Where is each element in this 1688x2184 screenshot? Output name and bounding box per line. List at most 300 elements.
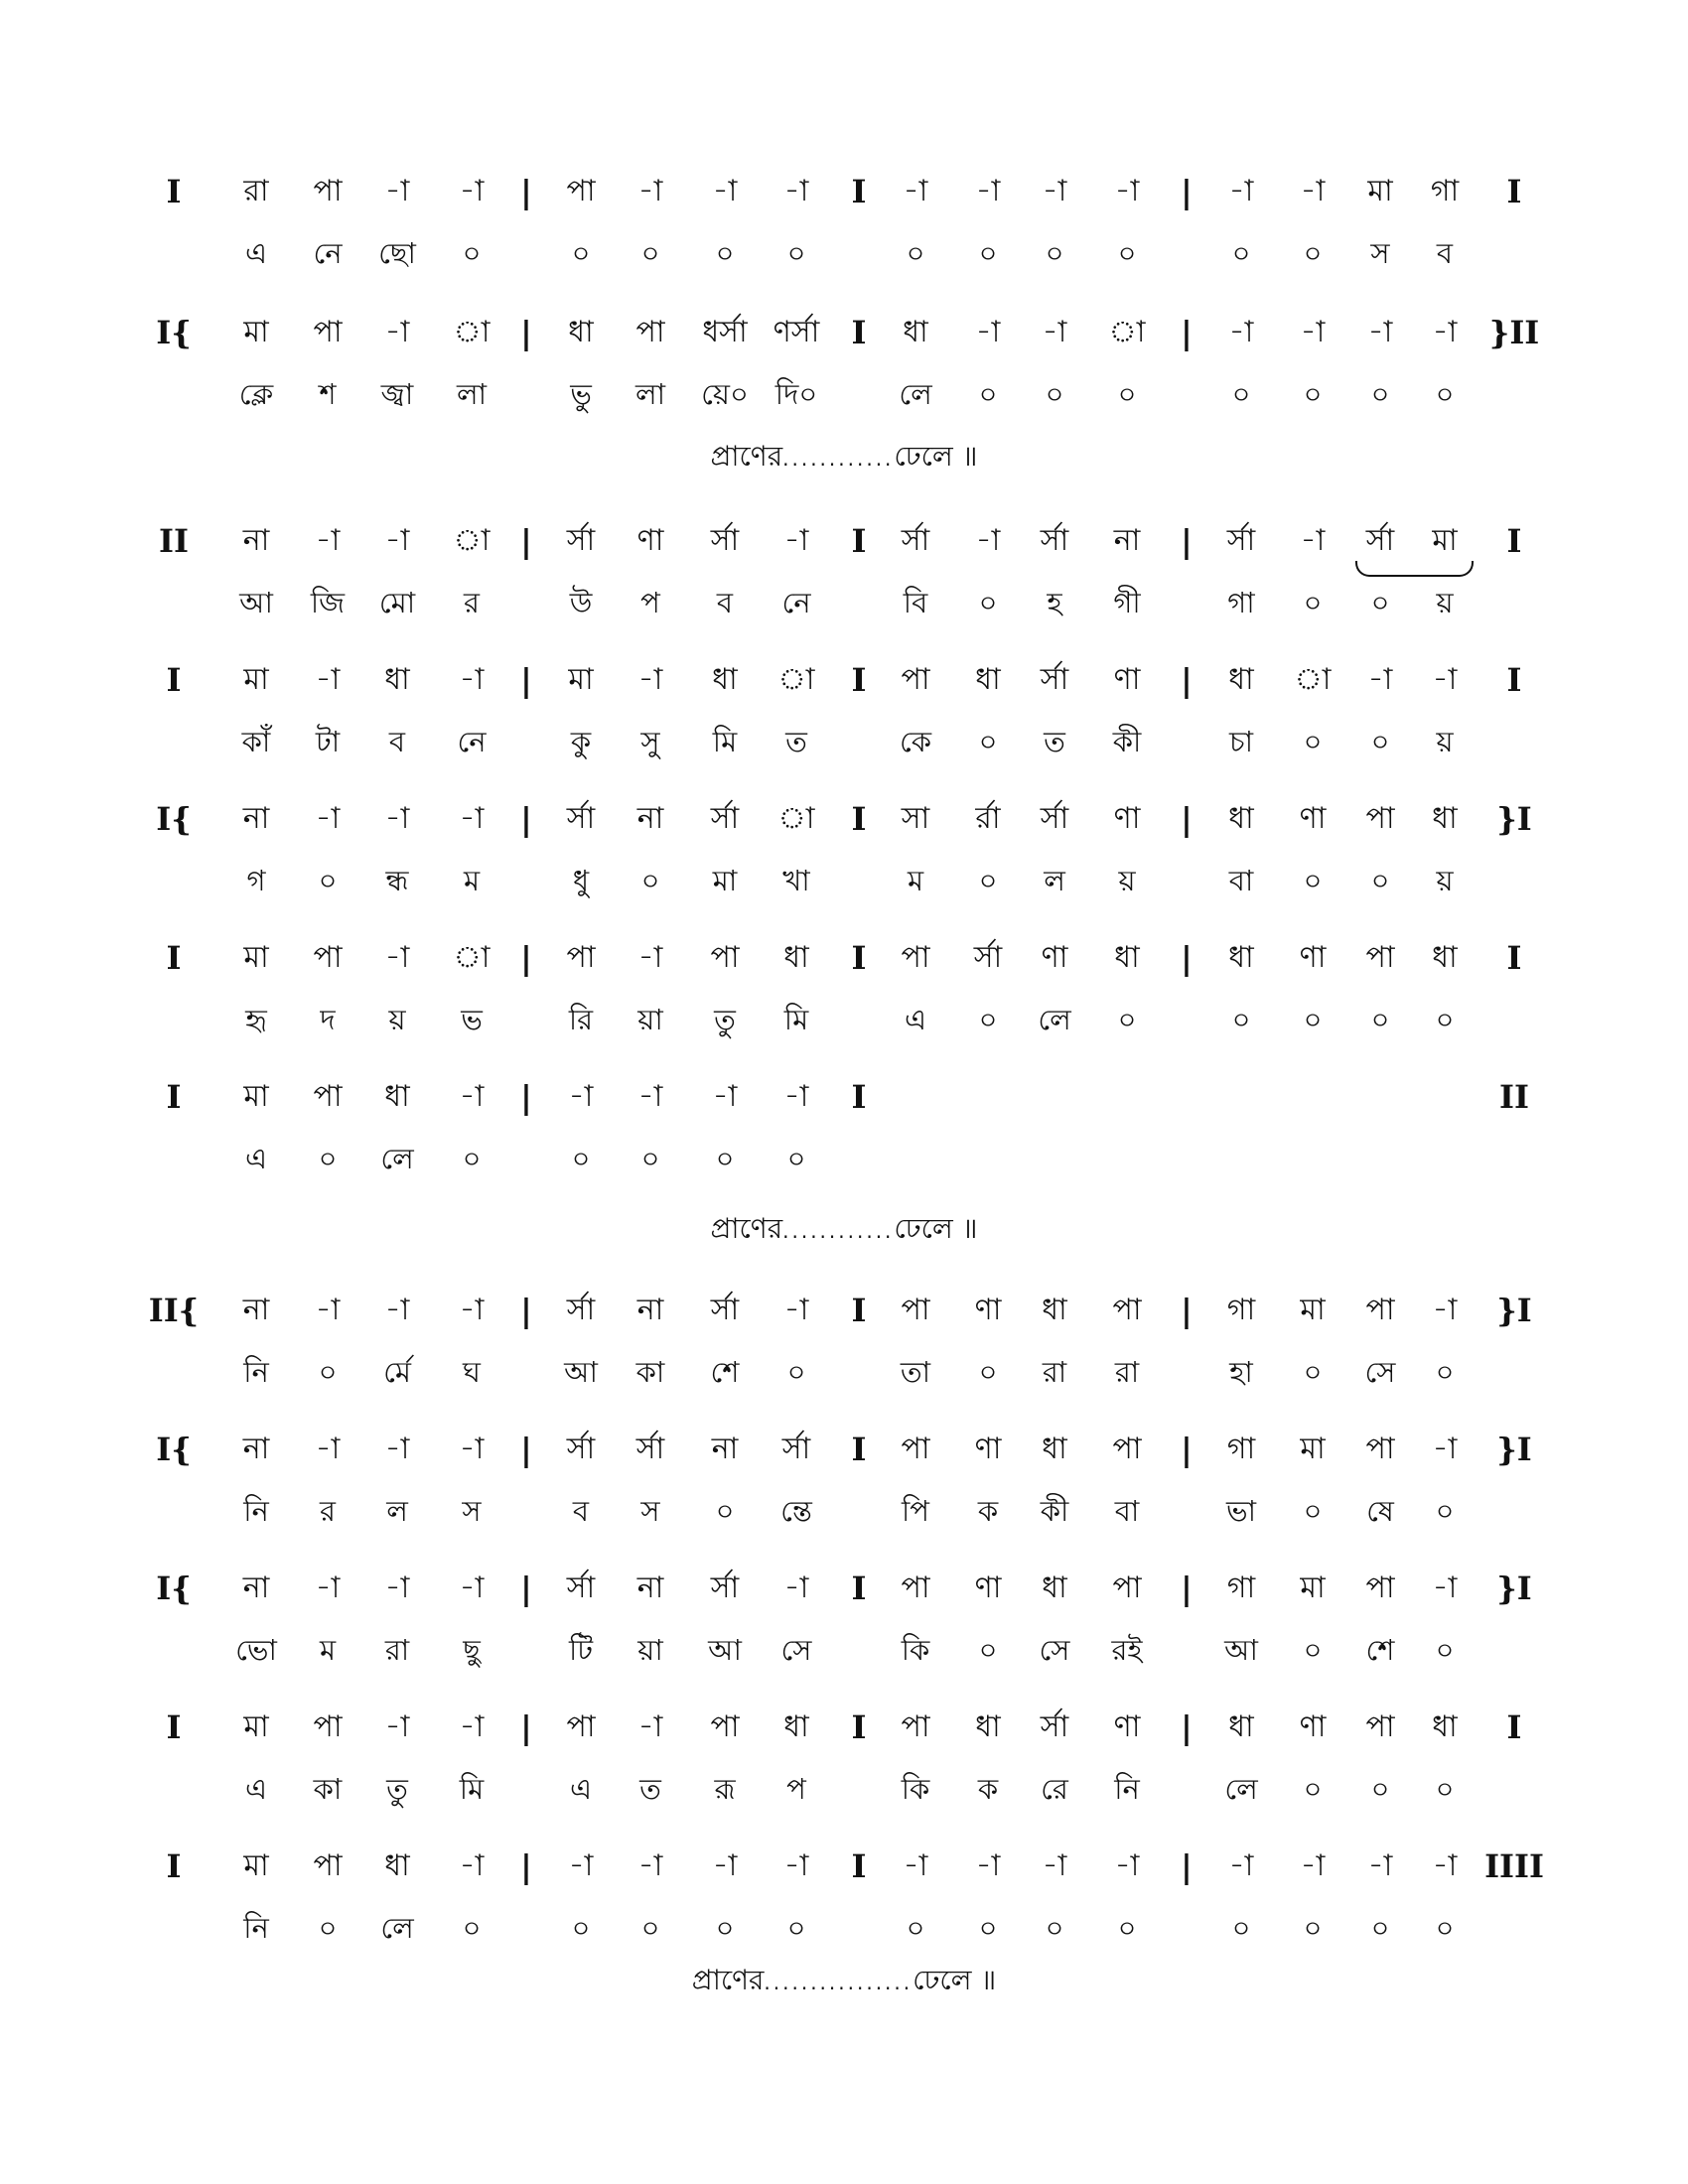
lyric-syllable: নে [313,236,343,270]
swara-note: মা [243,1079,269,1114]
swara-note: পা [901,1432,930,1466]
lyric-syllable: লে [1038,1003,1071,1036]
lyric-syllable: ০ [1370,725,1390,758]
bar-marker: }I [1496,1431,1532,1468]
lyric-syllable: জি [310,586,346,619]
swara-note: র্সা [566,801,596,836]
swara-note: না [242,801,270,836]
lyric-syllable: ভু [570,377,592,411]
refrain-end: ঢেলে ॥ [894,1212,978,1245]
lyric-syllable: ০ [1435,1911,1455,1945]
swara-note: র্সা [635,1432,665,1466]
lyric-syllable: ০ [571,1142,591,1175]
lyric-syllable: নে [457,725,487,758]
swara-note: -া [384,523,410,558]
lyric-syllable: ০ [978,377,998,411]
swara-note: না [636,801,664,836]
lyric-syllable: ষে [1366,1494,1394,1528]
bar-marker: | [1181,1431,1193,1468]
lyric-syllable: ০ [1045,377,1064,411]
lyric-syllable: ০ [462,1911,482,1945]
swara-note: -া [459,1848,485,1883]
lyric-syllable: ০ [640,1142,660,1175]
swara-note: ধা [384,662,410,697]
lyric-syllable: দ [320,1003,336,1036]
lyric-syllable: ০ [571,1911,591,1945]
swara-note: পা [901,940,930,975]
bar-marker: | [520,522,532,560]
lyric-syllable: নি [1114,1772,1140,1806]
swara-note: ণা [1113,801,1141,836]
swara-note: -া [384,940,410,975]
lyric-syllable: ক [977,1772,999,1806]
swara-note: -া [637,174,663,208]
swara-note: -া [1042,315,1067,349]
swara-note: না [242,1432,270,1466]
swara-note: ণা [1113,662,1141,697]
lyric-syllable: ০ [978,236,998,270]
swara-note: -া [315,1570,341,1605]
swara-note: র্সা [710,1570,740,1605]
lyric-syllable: ০ [1303,1633,1323,1667]
lyric-syllable: ০ [1370,377,1390,411]
bar-marker: }II [1488,314,1540,351]
bar-marker: | [520,1847,532,1885]
lyric-syllable: এ [244,236,268,270]
lyric-syllable: হা [1229,1355,1253,1389]
lyric-syllable: ০ [715,1142,735,1175]
swara-note: পা [566,174,596,208]
lyric-syllable: ০ [1231,1003,1251,1036]
swara-note: পা [1365,1432,1395,1466]
swara-note: া [1108,315,1146,349]
lyric-syllable: ০ [1045,1911,1064,1945]
bar-marker: | [520,661,532,699]
swara-note: মা [243,662,269,697]
swara-note: র্সা [1040,801,1069,836]
bar-marker: I [851,939,867,977]
swara-note: -া [975,1848,1001,1883]
lyric-syllable: ০ [906,236,925,270]
lyric-syllable: ল [1044,864,1065,897]
lyric-syllable: ০ [1435,1003,1455,1036]
swara-note: ধা [1228,940,1254,975]
swara-note: -া [1432,662,1458,697]
lyric-syllable: গা [1227,586,1255,619]
lyric-syllable: ০ [715,1911,735,1945]
swara-note: র্সা [566,1570,596,1605]
bar-marker: I [851,1292,867,1329]
swara-note: -া [1300,174,1326,208]
swara-line [0,1698,1688,1757]
bar-marker: | [1181,1708,1193,1746]
lyric-syllable: শে [1365,1633,1395,1667]
swara-note: -া [315,801,341,836]
swara-note: র্সা [566,1432,596,1466]
swara-note: পা [1365,801,1395,836]
lyric-syllable: ০ [786,1355,806,1389]
bar-marker: I [851,800,867,838]
swara-note: র্সা [1040,662,1069,697]
swara-note: -া [384,174,410,208]
swara-note: -া [459,174,485,208]
refrain-start: প্রাণের [710,440,783,473]
lyric-syllable: সে [1364,1355,1396,1389]
lyric-syllable: কী [1112,725,1142,758]
lyric-syllable: ০ [1303,1911,1323,1945]
swara-note: র্সা [566,523,596,558]
swara-note: -া [1367,1848,1393,1883]
swara-note: -া [459,1570,485,1605]
bar-marker: I [1506,1708,1522,1746]
lyric-line [0,990,1688,1049]
lyric-syllable: ০ [571,236,591,270]
lyric-syllable: য় [1436,725,1454,758]
swara-note: না [1113,523,1141,558]
lyric-syllable: কি [901,1772,930,1806]
lyric-syllable: ০ [1231,236,1251,270]
swara-note: ধা [1042,1432,1067,1466]
swara-note: -া [1432,315,1458,349]
swara-note: -া [384,315,410,349]
lyric-syllable: ০ [786,236,806,270]
swara-note: -া [783,1570,809,1605]
lyric-syllable: ০ [1231,377,1251,411]
lyric-syllable: রা [1114,1355,1140,1389]
lyric-syllable: রে [1041,1772,1068,1806]
lyric-syllable: ০ [1435,1494,1455,1528]
lyric-syllable: টি [568,1633,594,1667]
swara-note: ধা [712,662,738,697]
lyric-syllable: গী [1113,586,1141,619]
refrain-line [0,437,1688,478]
bar-marker: | [520,1570,532,1607]
bar-marker: | [520,1431,532,1468]
bar-marker: }I [1496,1570,1532,1607]
swara-note: সা [901,801,930,836]
lyric-syllable: ০ [1303,1494,1323,1528]
bar-marker: I [1506,522,1522,560]
swara-note: র্সা [1040,523,1069,558]
lyric-syllable: কী [1040,1494,1069,1528]
swara-note: র্সা [710,1293,740,1327]
lyric-syllable: ০ [640,1911,660,1945]
swara-note: -া [637,1709,663,1744]
bar-marker: | [520,1078,532,1116]
bar-marker: | [520,1292,532,1329]
bar-marker: }I [1496,800,1532,838]
swara-note: ধা [975,662,1001,697]
lyric-line [0,1620,1688,1680]
lyric-syllable: এ [569,1772,593,1806]
bar-marker: I [851,661,867,699]
swara-note: ণা [636,523,664,558]
swara-note: -া [459,1709,485,1744]
swara-note: মা [243,315,269,349]
lyric-syllable: ব [572,1494,590,1528]
lyric-syllable: ম [907,864,924,897]
swara-note: -া [783,1079,809,1114]
lyric-syllable: ০ [1117,1003,1137,1036]
swara-note: ণা [1113,1709,1141,1744]
lyric-syllable: রই [1111,1633,1143,1667]
swara-note: না [711,1432,739,1466]
slur-mark [1355,561,1474,577]
swara-note: মা [243,1848,269,1883]
bar-marker: | [520,800,532,838]
swara-note: গা [1226,1570,1256,1605]
lyric-line [0,1342,1688,1402]
lyric-syllable: ০ [978,586,998,619]
swara-note: মা [1300,1293,1326,1327]
lyric-syllable: স [462,1494,482,1528]
bar-marker: I [166,1847,182,1885]
lyric-syllable: শে [710,1355,740,1389]
lyric-syllable: ০ [978,1003,998,1036]
bar-marker: | [520,173,532,210]
swara-note: ধা [783,940,809,975]
lyric-syllable: ত [639,1772,661,1806]
lyric-syllable: লে [1224,1772,1258,1806]
lyric-syllable: ০ [1303,377,1323,411]
swara-note: -া [384,1432,410,1466]
lyric-syllable: ০ [1370,864,1390,897]
swara-note: র্সা [781,1432,811,1466]
swara-note: ণা [1299,1709,1327,1744]
swara-note: ণর্সা [773,315,820,349]
swara-note: া [1294,662,1332,697]
swara-note: ধর্সা [702,315,748,349]
lyric-syllable: আ [1224,1633,1258,1667]
swara-note: র্সা [901,523,930,558]
swara-line [0,303,1688,362]
swara-note: র্রা [975,801,1001,836]
swara-note: পা [1112,1570,1142,1605]
lyric-syllable: ০ [640,864,660,897]
lyric-syllable: আ [564,1355,598,1389]
lyric-syllable: য় [388,1003,406,1036]
swara-note: -া [712,1079,738,1114]
swara-note: পা [710,940,740,975]
bar-marker: I [851,314,867,351]
lyric-syllable: লে [380,1911,414,1945]
swara-note: -া [903,174,928,208]
bar-marker: IIII [1484,1847,1544,1885]
swara-note: -া [975,315,1001,349]
lyric-syllable: মি [783,1003,809,1036]
swara-line [0,1281,1688,1340]
swara-note: ধা [1432,940,1458,975]
lyric-line [0,1759,1688,1819]
swara-note: -া [1432,1570,1458,1605]
lyric-syllable: জ্বা [380,377,414,411]
lyric-syllable: ০ [1303,586,1323,619]
bar-marker: | [520,1708,532,1746]
swara-note: পা [635,315,665,349]
swara-note: ধা [1114,940,1140,975]
lyric-line [0,851,1688,910]
lyric-syllable: ক [977,1494,999,1528]
lyric-syllable: বা [1114,1494,1140,1528]
lyric-syllable: তু [714,1003,736,1036]
lyric-syllable: ০ [1370,1003,1390,1036]
lyric-syllable: নি [243,1911,269,1945]
swara-note: -া [1432,1848,1458,1883]
bar-marker: I{ [156,1570,192,1607]
swara-note: -া [712,1848,738,1883]
lyric-syllable: ০ [978,1633,998,1667]
lyric-syllable: কাঁ [241,725,271,758]
swara-note: া [453,940,491,975]
lyric-syllable: প [786,1772,806,1806]
lyric-syllable: আ [708,1633,742,1667]
swara-line [0,1067,1688,1127]
swara-line [0,1837,1688,1896]
swara-note: র্সা [566,1293,596,1327]
lyric-syllable: ০ [462,1142,482,1175]
lyric-syllable: কা [635,1355,665,1389]
lyric-syllable: মি [712,725,738,758]
bar-marker: I [851,1570,867,1607]
swara-line [0,1420,1688,1479]
lyric-line [0,364,1688,424]
bar-marker: I{ [156,1431,192,1468]
lyric-syllable: ০ [1370,1911,1390,1945]
swara-note: র্সা [1040,1709,1069,1744]
lyric-syllable: ০ [1435,377,1455,411]
swara-note: -া [568,1848,594,1883]
swara-note: মা [243,940,269,975]
swara-note: পা [566,940,596,975]
bar-marker: | [520,939,532,977]
swara-note: -া [783,1848,809,1883]
lyric-syllable: মি [459,1772,485,1806]
bar-marker: I [851,522,867,560]
lyric-syllable: ব [1436,236,1454,270]
swara-note: -া [783,174,809,208]
swara-note: গা [1226,1293,1256,1327]
lyric-syllable: ত [785,725,807,758]
bar-marker: I [1506,661,1522,699]
lyric-syllable: ম [319,1633,337,1667]
swara-note: ণা [974,1570,1002,1605]
lyric-syllable: ল [386,1494,408,1528]
lyric-syllable: নি [243,1494,269,1528]
swara-note: ধা [1042,1293,1067,1327]
lyric-syllable: ০ [1435,1633,1455,1667]
lyric-syllable: উ [569,586,593,619]
lyric-syllable: গ [246,864,266,897]
bar-marker: II [1499,1078,1529,1116]
refrain-start: প্রাণের [710,1212,783,1245]
bar-marker: | [1181,1292,1193,1329]
lyric-syllable: মা [712,864,738,897]
swara-note: মা [1367,174,1393,208]
swara-note: না [242,523,270,558]
lyric-syllable: রা [384,1633,410,1667]
refrain-dots: ................ [764,1971,914,1994]
lyric-line [0,223,1688,283]
lyric-syllable: লে [380,1142,414,1175]
swara-note: া [453,315,491,349]
lyric-syllable: প [640,586,660,619]
lyric-syllable: ০ [318,864,338,897]
lyric-syllable: কু [570,725,592,758]
lyric-syllable: ০ [640,236,660,270]
swara-note: ধা [384,1079,410,1114]
bar-marker: II [159,522,189,560]
refrain-dots: ............ [782,1219,895,1243]
lyric-syllable: লা [456,377,488,411]
swara-note: ধা [1228,801,1254,836]
bar-marker: | [1181,314,1193,351]
swara-note: র্সা [973,940,1003,975]
swara-note: -া [637,940,663,975]
lyric-syllable: খা [782,864,810,897]
swara-note: -া [1432,1432,1458,1466]
lyric-syllable: ০ [1435,1355,1455,1389]
refrain-line [0,1961,1688,2002]
lyric-line [0,1129,1688,1188]
lyric-syllable: মো [378,586,416,619]
bar-marker: | [1181,173,1193,210]
lyric-syllable: ভো [235,1633,277,1667]
swara-note: -া [712,174,738,208]
lyric-syllable: আ [239,586,273,619]
swara-note: ধা [903,315,928,349]
swara-note: -া [315,1293,341,1327]
swara-note: র্সা [710,801,740,836]
lyric-syllable: ০ [1303,1772,1323,1806]
lyric-syllable: ছো [378,236,416,270]
bar-marker: I [1506,173,1522,210]
swara-note: পা [1365,940,1395,975]
lyric-syllable: ০ [1303,725,1323,758]
lyric-syllable: ০ [715,236,735,270]
lyric-syllable: ভা [1225,1494,1257,1528]
swara-line [0,1559,1688,1618]
lyric-syllable: ০ [715,1494,735,1528]
swara-note: -া [783,523,809,558]
lyric-syllable: ন্ধ [385,864,409,897]
swara-note: মা [1432,523,1458,558]
lyric-syllable: লা [634,377,666,411]
swara-note: -া [1042,174,1067,208]
swara-note: -া [459,1293,485,1327]
swara-note: পা [313,174,343,208]
swara-line [0,162,1688,221]
swara-note: পা [901,1293,930,1327]
swara-note: -া [1228,1848,1254,1883]
swara-note: পা [566,1709,596,1744]
lyric-syllable: ত [1044,725,1065,758]
swara-note: -া [384,1570,410,1605]
bar-marker: I [851,1847,867,1885]
bar-marker: | [1181,661,1193,699]
swara-note: -া [459,1432,485,1466]
lyric-syllable: হ [1047,586,1062,619]
swara-note: পা [1365,1709,1395,1744]
lyric-syllable: র্মে [383,1355,411,1389]
swara-note: -া [459,662,485,697]
swara-note: -া [1300,523,1326,558]
lyric-syllable: য়ে০ [701,377,749,411]
lyric-syllable: র [320,1494,336,1528]
lyric-syllable: পি [902,1494,929,1528]
swara-note: -া [783,1293,809,1327]
lyric-line [0,573,1688,632]
lyric-syllable: টা [315,725,341,758]
